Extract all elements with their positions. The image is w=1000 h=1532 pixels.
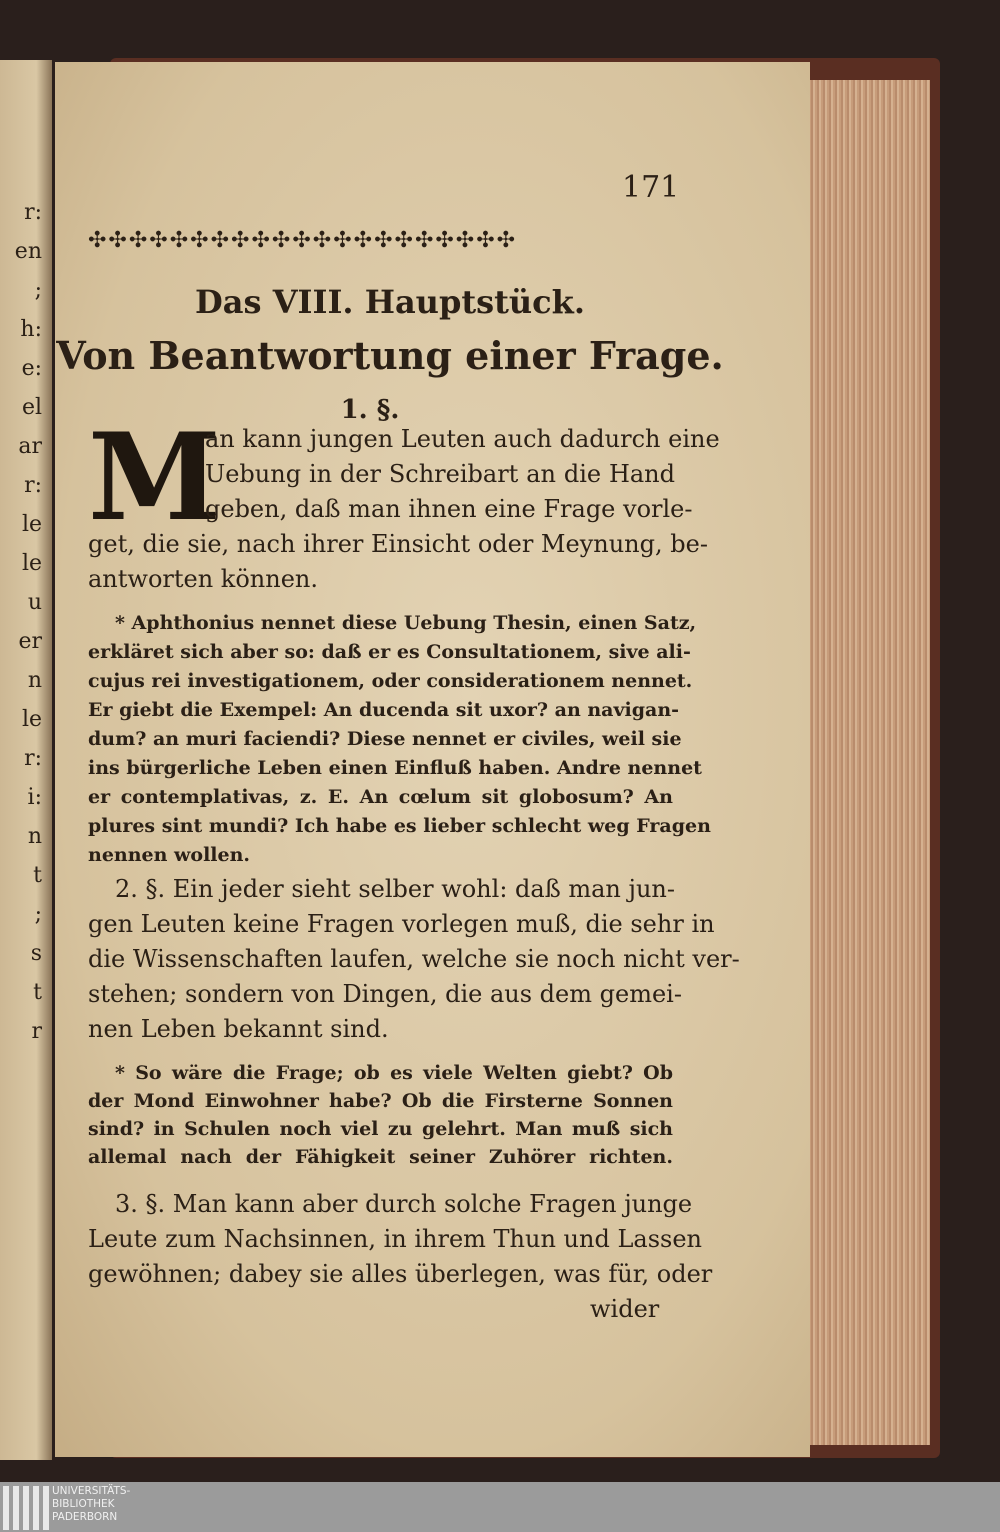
- left-page-fragment: ar: [18, 434, 42, 459]
- text-line: die Wissenschaften laufen, welche sie noch nicht ver-: [88, 945, 740, 973]
- left-page-fragment: ;: [34, 902, 42, 927]
- left-page-fragment: n: [27, 824, 42, 849]
- left-page-fragment: le: [21, 707, 42, 732]
- text-line: stehen; sondern von Dingen, die aus dem gemei-: [88, 980, 682, 1008]
- footnote-line: Er giebt die Exempel: An ducenda sit uxor? an navigan-: [88, 699, 680, 721]
- left-page-fragment: n: [27, 668, 42, 693]
- left-page-fragment: r:: [24, 200, 42, 225]
- left-page-fragment: r:: [24, 473, 42, 498]
- footnote-line: allemal nach der Fähigkeit seiner Zuhörer richten.: [88, 1146, 673, 1168]
- footnote-line: cujus rei investigationem, oder considerationem nennet.: [88, 670, 693, 692]
- library-footer: [0, 1482, 1000, 1532]
- footnote-line: erkläret sich aber so: daß er es Consultationem, sive ali-: [88, 641, 691, 663]
- footnote-line: sind? in Schulen noch viel zu gelehrt. Man muß sich: [88, 1118, 673, 1140]
- left-page-fragment: t: [33, 863, 42, 888]
- text-line: 2. §. Ein jeder sieht selber wohl: daß man jun-: [115, 875, 675, 903]
- footnote-line: plures sint mundi? Ich habe es lieber schlecht weg Fragen: [88, 815, 711, 837]
- footnote-line: ins bürgerliche Leben einen Einfluß haben. Andre nennet: [88, 757, 702, 779]
- text-line: gen Leuten keine Fragen vorlegen muß, die sehr in: [88, 910, 715, 938]
- left-page: [0, 60, 52, 1460]
- library-logo-text: [52, 1485, 130, 1524]
- logo-line: BIBLIOTHEK: [52, 1498, 115, 1510]
- left-page-fragment: h:: [20, 317, 42, 342]
- left-page-fragment: le: [21, 512, 42, 537]
- text-line: nen Leben bekannt sind.: [88, 1015, 389, 1043]
- text-line: Leute zum Nachsinnen, in ihrem Thun und Lassen: [88, 1225, 703, 1253]
- left-page-fragment: i:: [27, 785, 42, 810]
- chapter-subtitle: Von Beantwortung einer Frage.: [56, 333, 724, 378]
- left-page-fragment: le: [21, 551, 42, 576]
- text-line: 3. §. Man kann aber durch solche Fragen junge: [115, 1190, 693, 1218]
- left-page-fragment: r: [31, 1019, 42, 1044]
- left-page-fragment: ;: [34, 278, 42, 303]
- catchword: wider: [590, 1295, 660, 1323]
- text-line: gewöhnen; dabey sie alles überlegen, was für, oder: [88, 1260, 713, 1288]
- footnote-line: nennen wollen.: [88, 844, 251, 866]
- text-line: Uebung in der Schreibart an die Hand: [205, 460, 675, 488]
- section-heading: 1. §.: [340, 395, 400, 425]
- left-page-fragment: t: [33, 980, 42, 1005]
- ornament-rule: ✣✣✣✣✣✣✣✣✣✣✣✣✣✣✣✣✣✣✣✣✣: [88, 228, 518, 253]
- text-line: get, die sie, nach ihrer Einsicht oder Meynung, be-: [88, 530, 708, 558]
- left-page-fragment: er: [18, 629, 42, 654]
- left-page-fragment: u: [27, 590, 42, 615]
- text-line: geben, daß man ihnen eine Frage vorle-: [205, 495, 693, 523]
- footnote-line: dum? an muri faciendi? Diese nennet er civiles, weil sie: [88, 728, 682, 750]
- page-number: 171: [622, 170, 680, 205]
- chapter-title: Das VIII. Hauptstück.: [195, 283, 585, 321]
- text-line: an kann jungen Leuten auch dadurch eine: [205, 425, 720, 453]
- logo-line: UNIVERSITÄTS-: [52, 1485, 131, 1497]
- footnote-line: * Aphthonius nennet diese Uebung Thesin, einen Satz,: [115, 612, 697, 634]
- left-page-fragment: e:: [21, 356, 42, 381]
- footnote-line: er contemplativas, z. E. An cœlum sit globosum? An: [88, 786, 673, 808]
- left-page-fragment: s: [30, 941, 42, 966]
- footnote-line: der Mond Einwohner habe? Ob die Firsterne Sonnen: [88, 1090, 673, 1112]
- left-page-fragment: r:: [24, 746, 42, 771]
- left-page-fragment: en: [14, 239, 42, 264]
- footnote-line: * So wäre die Frage; ob es viele Welten giebt? Ob: [115, 1062, 673, 1084]
- drop-cap: M: [88, 407, 221, 548]
- text-line: antworten können.: [88, 565, 319, 593]
- logo-line: PADERBORN: [52, 1511, 118, 1523]
- page-edges: [805, 80, 930, 1445]
- left-page-fragment: el: [21, 395, 42, 420]
